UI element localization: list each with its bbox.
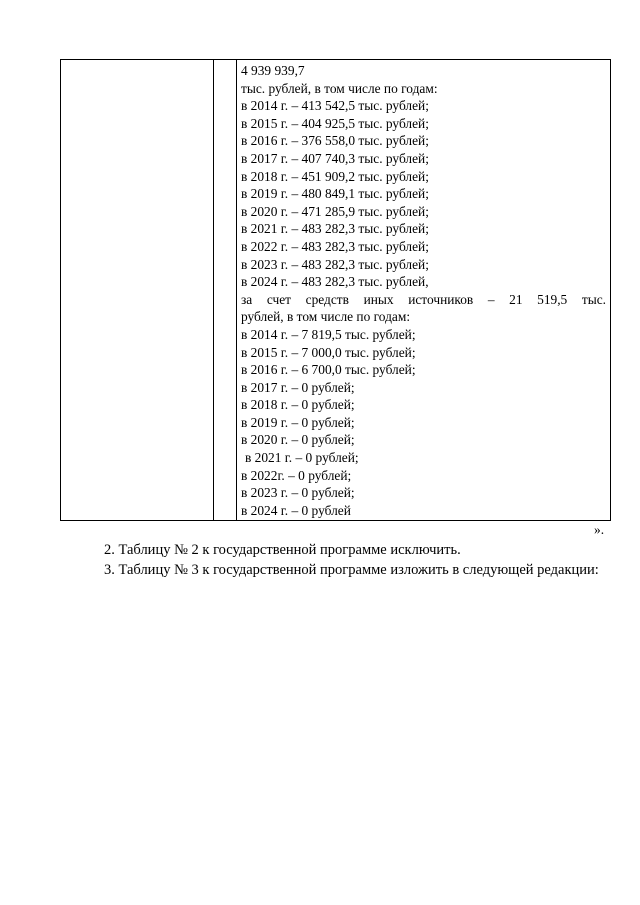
table-line: в 2018 г. – 451 909,2 тыс. рублей; [241,168,429,184]
table-line: 4 939 939,7 [241,63,305,78]
table-line: в 2020 г. – 471 285,9 тыс. рублей; [241,203,429,219]
closing-quote-mark: ». [594,522,605,537]
column-divider [213,60,214,520]
table-line: в 2019 г. – 0 рублей; [241,414,355,430]
table-line: в 2015 г. – 7 000,0 тыс. рублей; [241,344,416,360]
table-line: в 2019 г. – 480 849,1 тыс. рублей; [241,186,429,202]
table-line: в 2023 г. – 0 рублей; [241,485,355,501]
table-line: рублей, в том числе по годам: [241,309,411,325]
paragraph-item-3: 3. Таблицу № 3 к государственной программе изложить в следующей редакции: [104,562,599,578]
table-line: в 2021 г. – 483 282,3 тыс. рублей; [241,221,429,237]
table-line: в 2014 г. – 413 542,5 тыс. рублей; [241,98,429,114]
paragraph-item-2: 2. Таблицу № 2 к государственной программе исключить. [104,542,461,558]
table-line: тыс. рублей, в том числе по годам: [241,80,438,96]
funding-table [60,59,611,521]
table-line: в 2017 г. – 0 рублей; [241,379,355,395]
table-line: в 2018 г. – 0 рублей; [241,397,355,413]
table-line: в 2024 г. – 0 рублей [241,502,351,518]
table-line: в 2021 г. – 0 рублей; [245,450,359,466]
table-line: в 2016 г. – 376 558,0 тыс. рублей; [241,133,429,149]
table-line: в 2014 г. – 7 819,5 тыс. рублей; [241,326,416,342]
table-line: в 2022 г. – 483 282,3 тыс. рублей; [241,238,429,254]
table-line: в 2015 г. – 404 925,5 тыс. рублей; [241,115,429,131]
funding-cell [241,62,606,519]
table-line: в 2017 г. – 407 740,3 тыс. рублей; [241,150,429,166]
table-line: за счет средств иных источников – 21 519,5 тыс. [241,291,606,307]
table-line: в 2022г. – 0 рублей; [241,467,352,483]
table-line: в 2020 г. – 0 рублей; [241,432,355,448]
table-line: в 2024 г. – 483 282,3 тыс. рублей, [241,274,429,290]
column-divider [236,60,237,520]
table-line: в 2016 г. – 6 700,0 тыс. рублей; [241,362,416,378]
table-line: в 2023 г. – 483 282,3 тыс. рублей; [241,256,429,272]
